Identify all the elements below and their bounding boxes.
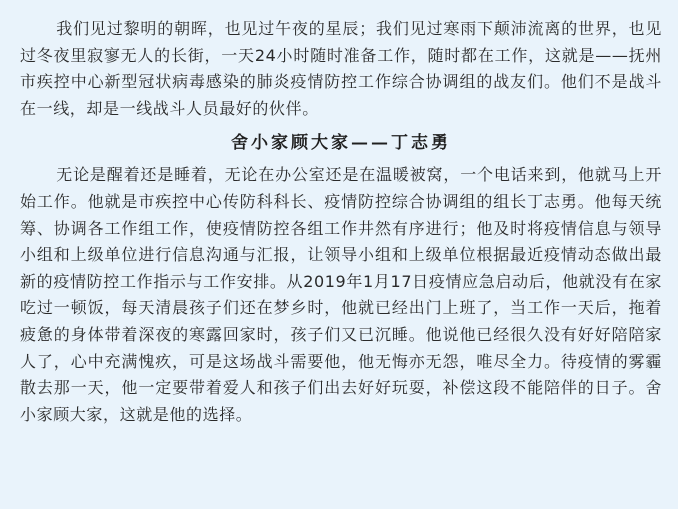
section-heading <box>20 130 662 156</box>
body-text: 无论是醒着还是睡着，无论在办公室还是在温暖被窝，一个电话来到，他就马上开始工作。他就是市疾控中心传防科科长、疫情防控综合协调组的组长丁志勇。他每天统筹、协调各工作组工作，使疫情防控各组工作井然有序进行；他及时将疫情信息与领导小组和上级单位进行信息沟通与汇报，让领导小组和上级单位根据最近疫情动态做出最新的疫情防控工作指示与工作安排。从2019年1月17日疫情应急启动后，他就没有在家吃过一顿饭，每天清晨孩子们还在梦乡时，他就已经出门上班了，当工作一天后，拖着疲惫的身体带着深夜的寒露回家时，孩子们又已沉睡。他说他已经很久没有好好陪陪家人了，心中充满愧疚，可是这场战斗需要他，他无悔亦无怨，唯尽全力。待疫情的雾霾散去那一天，他一定要带着爱人和孩子们出去好好玩耍，补偿这段不能陪伴的日子。舍小家顾大家，这就是他的选择。 <box>20 165 662 424</box>
intro-paragraph <box>20 16 662 122</box>
intro-text: 我们见过黎明的朝晖，也见过午夜的星辰；我们见过寒雨下颠沛流离的世界，也见过冬夜里寂寥无人的长街，一天24小时随时准备工作，随时都在工作，这就是——抚州市疾控中心新型冠状病毒感染的肺炎疫情防控工作综合协调组的战友们。他们不是战斗在一线，却是一线战斗人员最好的伙伴。 <box>20 19 662 118</box>
body-paragraph <box>20 162 662 428</box>
section-heading-text: 舍小家顾大家——丁志勇 <box>231 133 451 154</box>
